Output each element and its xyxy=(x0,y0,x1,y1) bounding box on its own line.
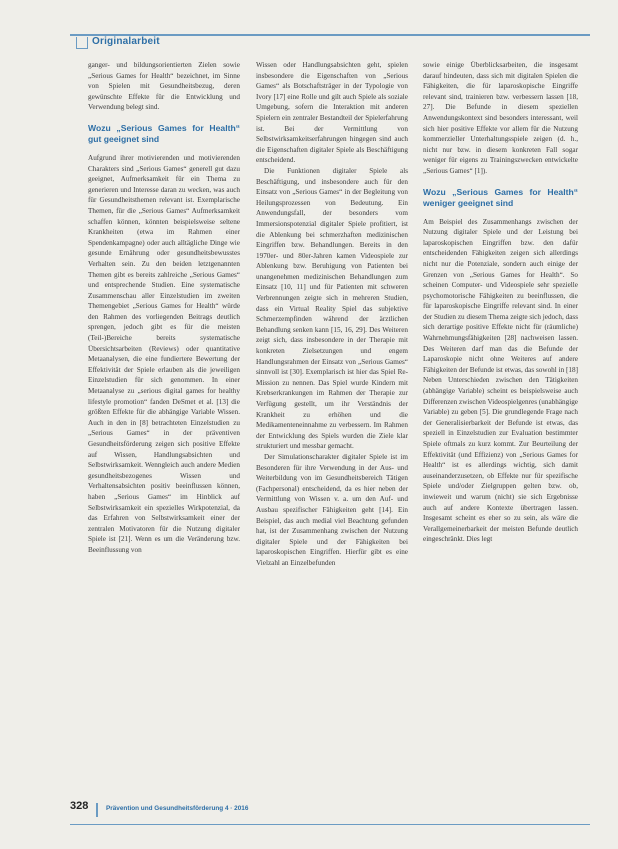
page-number: 328 xyxy=(70,800,89,812)
section-heading: Wozu „Serious Games for Health“ gut geeignet sind xyxy=(88,122,240,144)
footer-rule xyxy=(70,824,590,825)
paragraph: Am Beispiel des Zusammenhangs zwischen der Nutzung digitaler Spiele und der Leistung bei laparoskopischen Eingriffen bzw. den dafür entscheidenden Fähigkeiten zeigen sich allerdings nicht nur die Potenziale, sondern auch einige der Grenzen von „Serious Games for Health“. So scheinen Computer- und Videospiele sehr spezielle psychomotorische Fähigkeiten zu beeinflussen, die für laparoskopische Eingriffe relevant sind. In einer der Studien zu diesem Thema zeigte sich jedoch, dass sich derartige positive Effekte nicht für (räumliche) Wahrnehmungsfähigkeiten [28] nachweisen lassen. Des Weiteren darf man das die Befunde der Laparoskopie nicht ohne Weiteres auf andere Fähigkeiten der Befunde ist etwas, das sowohl in [18] Neben Unterschieden zwischen den Tätigkeiten (abhängige Variable) scheint es beispielsweise auch Differenzen zwischen Videospielgenres (unabhängige Variable) zu geben [5]. Die grundlegende Frage nach der Generalisierbarkeit der Befunde ist etwas, das speziell in Einzelstudien zur Evaluation bestimmter Spiele oftmals zu kurz kommt. Zur Beurteilung der Effektivität (und Effizienz) von „Serious Games for Health“ ist es allerdings wichtig, sich damit auseinanderzusetzen, ob Effekte nur für spezifische Spiele und/oder Zielgruppen gelten bzw. ob, inwieweit und warum (nicht) sie sich Ergebnisse auch auf andere Kontexte übertragen lassen. Insgesamt scheint es eher so zu sein, als wäre die Verallgemeinerbarkeit der meisten Befunde deutlich eingeschränkt. Dies legt xyxy=(423,217,578,544)
section-heading: Wozu „Serious Games for Health“ weniger geeignet sind xyxy=(423,186,578,208)
paragraph: sowie einige Überblicksarbeiten, die insgesamt darauf hindeuten, dass sich mit digitalen Spielen die Fähigkeiten, die für laparoskopische Eingriffe relevant sind, trainieren bzw. verbessern lassen [18, 27]. Die Befunde in diesem speziellen Anwendungskontext sind besonders interessant, weil sich hier positive Effekte vor allem für die Nutzung kommerzieller Unterhaltungsspiele zeigen (d. h., nicht nur bzw. in diesem konkreten Fall sogar weniger für eigens zu Trainingszwecken entwickelte „Serious Games“ [1]). xyxy=(423,61,578,175)
paragraph: Der Simulationscharakter digitaler Spiele ist im Besonderen für ihre Verwendung in der Aus- und Weiterbildung von im Gesundheitsbereich Tätigen (Fachpersonal) entscheidend, da es hier neben der Vermittlung von Wissen v. a. um den Auf- und Ausbau spezifischer Fähigkeiten geht [14]. Ein Beispiel, das auch medial viel Beachtung gefunden hat, ist der Zusammenhang zwischen der Nutzung digitaler Spiele und der Fähigkeiten bei laparoskopischen Eingriffen. Hierfür gibt es eine Vielzahl an Einzelbefunden xyxy=(256,452,408,567)
paragraph: ganger- und bildungsorientierten Zielen sowie „Serious Games for Health“ bezeichnet, im Sinne von Spielen mit Gesundheitsbezug, deren gewünschte Effekte für die Entwicklung und Verwendung belegt sind. xyxy=(88,61,240,112)
footer-divider xyxy=(96,803,98,817)
text-column-1 xyxy=(88,60,240,556)
section-label: Originalarbeit xyxy=(92,36,160,47)
paragraph: Wissen oder Handlungsabsichten geht, spielen insbesondere die Eigenschaften von „Serious Games“ als Botschaftsträger in der Typologie von Ivory [17] eine Rolle und gilt auch Spiele als soziale Umgebung, sofern die Interaktion mit anderen Spielern ein zentraler Bestandteil der Spielerfahrung ist. Bei der Vermittlung von Selbstwirksamkeitserfahrungen hingegen sind auch die Eigenschaften digitaler Spiele als Beschäftigung entscheidend. xyxy=(256,61,408,165)
header-marker xyxy=(76,37,88,49)
text-column-2 xyxy=(256,60,408,569)
paragraph: Die Funktionen digitaler Spiele als Beschäftigung, und insbesondere auch für den Einsatz von „Serious Games“ in der Begleitung von Heilungsprozessen von Bedeutung. Ein Anwendungsfall, der besonders vom Immersionspotenzial digitaler Spiele profitiert, ist die Ablenkung bei schmerzhaften medizinischen Eingriffen bzw. Behandlungen. Bereits in den 1970er- und 80er-Jahren kamen Videospiele zur Ablenkung bzw. Beruhigung von Patienten bei unangenehmen medizinischen Behandlungen zum Einsatz [10, 11] und für Patienten mit schweren Verbrennungen zeigte sich in mehreren Studien, dass ein Virtual Reality Spiel das subjektive Schmerzempfinden während der ärztlichen Behandlung senken kann [15, 16, 29]. Des Weiteren zeigt sich, dass insbesondere in der Therapie mit konkreten Zielsetzungen und engem Handlungsrahmen der Einsatz von „Serious Games“ sinnvoll ist [30]. Exemplarisch ist hier das Spiel Re-Mission zu nennen. Das Spiel wurde Kindern mit Krebserkrankungen im Rahmen der Therapie zur Verfügung gestellt, um ihr Verständnis der Krankheit zu erhöhen und die Medikamenteneinnahme zu verbessern. Im Rahmen der Entwicklung des Spiels wurden die Ziele klar strukturiert und messbar gemacht. xyxy=(256,166,408,451)
paragraph: Aufgrund ihrer motivierenden und motivierenden Charakters sind „Serious Games“ generell gut dazu geeignet, Aufmerksamkeit für ein Thema zu generieren und Interesse daran zu wecken, was auch für Gesundheitsthemen relevant ist. Exemplarische Themen, für die „Serious Games“ Aufmerksamkeit schaffen können, könnten beispielsweise seltene Krankheiten (etwa im Rahmen einer Spendenkampagne) oder auch alltägliche Dinge wie gesunde Ernährung oder gesundheitsbewusstes Verhalten sein. Zu den beiden letztgenannten Themen gibt es bereits zahlreiche „Serious Games“ und entsprechende Studien. Eine systematische Zusammenschau aller Einzelstudien im zweiten Themengebiet „Serious Games for Health“ würde den Rahmen des vorliegenden Beitrags deutlich sprengen, jedoch gibt es für die meisten (Teil-)Bereiche bereits systematische Übersichtsarbeiten (Reviews) oder quantitative Metaanalysen, die eine fundiertere Bewertung der Effektivität der Spiele erlauben als die jeweiligen Einzelstudien für sich genommen. In einer Metaanalyse zu „serious digital games for healthy lifestyle promotion“ fanden DeSmet et al. [13] die größten Effekte für die abhängige Variable Wissen. Auch in den in [8] betrachteten Einzelstudien zu „Serious Games“ in der präventiven Gesundheitsförderung zeigen sich positive Effekte auf Wissen, Handlungsabsichten und Selbstwirksamkeit. Wenngleich auch andere Medien gesundheitsbezogenes Wissen und Verhaltensabsichten positiv beeinflussen können, haben „Serious Games“ im Hinblick auf Selbstwirksamkeit ein spezielles Wirkpotenzial, da das Erfahren von Selbstwirksamkeit einer der zentralen Motivatoren für die Nutzung digitaler Spiele ist [21]. Wenn es um die Veränderung bzw. Beeinflussung von xyxy=(88,153,240,554)
journal-citation: Prävention und Gesundheitsförderung 4 · 2016 xyxy=(106,805,249,812)
text-column-3 xyxy=(423,60,578,545)
